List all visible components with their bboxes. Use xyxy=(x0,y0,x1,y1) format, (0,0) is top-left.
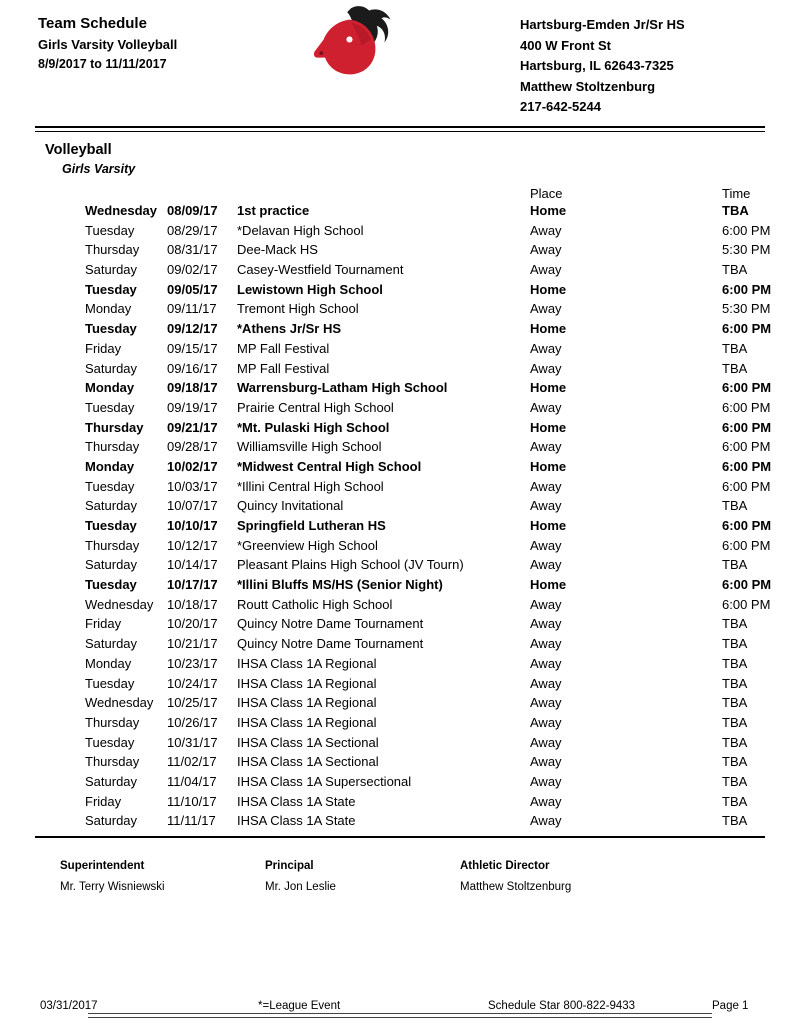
day-cell: Thursday xyxy=(85,419,144,435)
place-cell: Away xyxy=(530,655,562,671)
time-cell: TBA xyxy=(722,675,748,691)
place-cell: Away xyxy=(530,360,562,376)
place-cell: Away xyxy=(530,616,562,632)
time-cell: TBA xyxy=(722,754,748,770)
time-cell: 6:00 PM xyxy=(722,537,771,553)
day-cell: Monday xyxy=(85,380,135,396)
table-row xyxy=(0,614,800,634)
day-cell: Tuesday xyxy=(85,399,135,415)
place-cell: Away xyxy=(530,734,562,750)
date-cell: 09/15/17 xyxy=(167,340,218,356)
table-row xyxy=(0,752,800,772)
official-name: Mr. Terry Wisniewski xyxy=(60,881,165,893)
table-row xyxy=(0,674,800,694)
team-level-title: Girls Varsity xyxy=(62,162,136,176)
day-cell: Thursday xyxy=(85,439,140,455)
official-block xyxy=(265,860,460,893)
place-cell: Home xyxy=(530,577,567,593)
event-cell: Springfield Lutheran HS xyxy=(237,518,386,533)
time-cell: TBA xyxy=(722,203,749,218)
header-divider xyxy=(35,126,765,132)
day-cell: Friday xyxy=(85,616,122,632)
table-row xyxy=(0,634,800,654)
time-cell: 6:00 PM xyxy=(722,399,771,415)
event-cell: IHSA Class 1A Supersectional xyxy=(237,773,412,789)
team-subtitle: Girls Varsity Volleyball xyxy=(38,37,178,52)
date-cell: 11/04/17 xyxy=(167,773,217,789)
place-cell: Away xyxy=(530,262,562,278)
time-cell: TBA xyxy=(722,793,748,809)
event-cell: *Mt. Pulaski High School xyxy=(237,419,390,435)
date-column-header xyxy=(167,187,237,201)
time-cell: TBA xyxy=(722,360,748,376)
official-block xyxy=(460,860,800,893)
date-cell: 10/20/17 xyxy=(167,616,218,632)
day-cell: Wednesday xyxy=(85,695,154,711)
time-cell: TBA xyxy=(722,557,748,573)
document-header xyxy=(0,0,800,126)
table-row xyxy=(0,595,800,615)
time-cell: TBA xyxy=(722,262,748,278)
table-row xyxy=(0,339,800,359)
day-cell: Saturday xyxy=(85,813,138,829)
event-cell: Quincy Notre Dame Tournament xyxy=(237,616,424,632)
day-cell: Monday xyxy=(85,458,135,474)
official-block xyxy=(60,860,265,893)
schedule-star-credit: Schedule Star 800-822-9433 xyxy=(488,1000,636,1012)
table-row xyxy=(0,260,800,280)
table-row xyxy=(0,792,800,812)
event-cell: IHSA Class 1A Regional xyxy=(237,655,377,671)
place-cell: Away xyxy=(530,636,562,652)
table-row xyxy=(0,378,800,398)
table-row xyxy=(0,437,800,457)
time-cell: 6:00 PM xyxy=(722,281,772,297)
table-footer-divider xyxy=(35,836,765,838)
place-cell: Away xyxy=(530,813,562,829)
page-number: Page 1 xyxy=(712,1000,749,1012)
day-cell: Saturday xyxy=(85,262,138,278)
time-cell: TBA xyxy=(722,655,748,671)
place-cell: Home xyxy=(530,518,567,533)
event-cell: Lewistown High School xyxy=(237,281,383,297)
date-cell: 11/02/17 xyxy=(167,754,217,770)
place-column-header: Place xyxy=(530,187,563,201)
event-cell: IHSA Class 1A Regional xyxy=(237,714,377,730)
place-cell: Home xyxy=(530,380,567,396)
day-cell: Thursday xyxy=(85,714,140,730)
event-cell: *Midwest Central High School xyxy=(237,458,422,474)
event-cell: IHSA Class 1A Sectional xyxy=(237,734,379,750)
table-row xyxy=(0,733,800,753)
day-cell: Saturday xyxy=(85,636,138,652)
time-cell: TBA xyxy=(722,773,748,789)
place-cell: Away xyxy=(530,714,562,730)
day-cell: Tuesday xyxy=(85,478,135,494)
place-cell: Home xyxy=(530,419,567,435)
table-row xyxy=(0,654,800,674)
date-cell: 09/12/17 xyxy=(167,321,218,337)
event-cell: *Illini Bluffs MS/HS (Senior Night) xyxy=(237,577,443,593)
time-cell: 6:00 PM xyxy=(722,439,771,455)
place-cell: Home xyxy=(530,321,567,337)
table-row xyxy=(0,536,800,556)
time-cell: 6:00 PM xyxy=(722,222,771,238)
place-cell: Home xyxy=(530,458,567,474)
time-cell: TBA xyxy=(722,734,748,750)
event-cell: Prairie Central High School xyxy=(237,399,394,415)
place-cell: Home xyxy=(530,203,567,218)
official-name: Matthew Stoltzenburg xyxy=(460,881,572,893)
table-row xyxy=(0,693,800,713)
date-cell: 09/11/17 xyxy=(167,301,217,317)
day-cell: Tuesday xyxy=(85,281,137,297)
event-cell: IHSA Class 1A Regional xyxy=(237,695,377,711)
table-row xyxy=(0,496,800,516)
day-cell: Friday xyxy=(85,793,122,809)
table-row xyxy=(0,575,800,595)
table-row xyxy=(0,555,800,575)
day-cell: Saturday xyxy=(85,557,138,573)
table-row xyxy=(0,398,800,418)
league-event-legend: *=League Event xyxy=(258,1000,341,1012)
bottom-divider xyxy=(88,1013,712,1018)
date-cell: 09/18/17 xyxy=(167,380,218,396)
place-cell: Away xyxy=(530,222,562,238)
date-cell: 10/07/17 xyxy=(167,498,218,514)
table-row xyxy=(0,221,800,241)
school-phone: 217-642-5244 xyxy=(520,99,601,114)
date-cell: 10/14/17 xyxy=(167,557,218,573)
day-cell: Tuesday xyxy=(85,577,137,593)
event-cell: Pleasant Plains High School (JV Tourn) xyxy=(237,557,464,573)
official-title: Principal xyxy=(265,860,314,872)
event-cell: IHSA Class 1A Sectional xyxy=(237,754,379,770)
event-cell: Casey-Westfield Tournament xyxy=(237,262,404,278)
time-cell: TBA xyxy=(722,498,748,514)
date-cell: 10/21/17 xyxy=(167,636,218,652)
school-contact-name: Matthew Stoltzenburg xyxy=(520,78,656,94)
day-cell: Friday xyxy=(85,340,122,356)
event-cell: *Illini Central High School xyxy=(237,478,384,494)
event-cell: 1st practice xyxy=(237,203,310,218)
place-cell: Away xyxy=(530,242,562,258)
date-cell: 10/31/17 xyxy=(167,734,218,750)
day-cell: Monday xyxy=(85,301,132,317)
time-cell: 6:00 PM xyxy=(722,380,772,396)
date-cell: 10/26/17 xyxy=(167,714,218,730)
table-row xyxy=(0,477,800,497)
place-cell: Home xyxy=(530,281,567,297)
school-address-line2: Hartsburg, IL 62643-7325 xyxy=(520,58,674,73)
time-cell: 6:00 PM xyxy=(722,577,772,593)
time-cell: 6:00 PM xyxy=(722,596,771,612)
event-cell: Quincy Notre Dame Tournament xyxy=(237,636,424,652)
table-row xyxy=(0,240,800,260)
school-address-line1: 400 W Front St xyxy=(520,37,612,53)
date-cell: 10/12/17 xyxy=(167,537,218,553)
day-cell: Saturday xyxy=(85,498,138,514)
day-cell: Tuesday xyxy=(85,222,135,238)
place-cell: Away xyxy=(530,340,562,356)
date-cell: 10/18/17 xyxy=(167,596,218,612)
time-cell: 6:00 PM xyxy=(722,321,772,337)
time-cell: 5:30 PM xyxy=(722,301,771,317)
official-name: Mr. Jon Leslie xyxy=(265,881,336,893)
date-cell: 11/10/17 xyxy=(167,793,217,809)
official-title: Superintendent xyxy=(60,860,145,872)
schedule-rows xyxy=(0,201,800,831)
day-cell: Wednesday xyxy=(85,596,154,612)
table-row xyxy=(0,359,800,379)
date-cell: 08/09/17 xyxy=(167,203,218,218)
event-cell: Tremont High School xyxy=(237,301,359,317)
event-cell: MP Fall Festival xyxy=(237,360,330,376)
place-cell: Away xyxy=(530,439,562,455)
place-cell: Away xyxy=(530,773,562,789)
date-cell: 09/28/17 xyxy=(167,439,218,455)
sport-title: Volleyball xyxy=(45,142,112,158)
place-cell: Away xyxy=(530,537,562,553)
time-column-header: Time xyxy=(722,187,751,201)
table-row xyxy=(0,811,800,831)
time-cell: TBA xyxy=(722,636,748,652)
time-cell: 6:00 PM xyxy=(722,518,772,533)
time-cell: 6:00 PM xyxy=(722,478,771,494)
date-cell: 09/19/17 xyxy=(167,399,218,415)
place-cell: Away xyxy=(530,301,562,317)
day-cell: Saturday xyxy=(85,360,138,376)
officials-section xyxy=(0,860,800,893)
time-cell: TBA xyxy=(722,340,748,356)
event-column-header xyxy=(237,187,530,201)
table-row xyxy=(0,299,800,319)
event-cell: MP Fall Festival xyxy=(237,340,330,356)
date-cell: 09/16/17 xyxy=(167,360,218,376)
date-cell: 10/23/17 xyxy=(167,655,218,671)
event-cell: *Delavan High School xyxy=(237,222,364,238)
table-header-row xyxy=(0,187,800,201)
place-cell: Away xyxy=(530,675,562,691)
event-cell: Williamsville High School xyxy=(237,439,382,455)
school-mascot-logo xyxy=(305,6,397,82)
event-cell: IHSA Class 1A Regional xyxy=(237,675,377,691)
table-row xyxy=(0,516,800,536)
event-cell: *Athens Jr/Sr HS xyxy=(237,321,342,337)
table-row xyxy=(0,319,800,339)
day-cell: Wednesday xyxy=(85,203,158,218)
schedule-title-block xyxy=(38,15,177,71)
time-cell: TBA xyxy=(722,714,748,730)
day-cell: Tuesday xyxy=(85,675,135,691)
date-cell: 09/05/17 xyxy=(167,281,218,297)
event-cell: Warrensburg-Latham High School xyxy=(237,380,448,396)
place-cell: Away xyxy=(530,793,562,809)
date-cell: 10/03/17 xyxy=(167,478,218,494)
print-date: 03/31/2017 xyxy=(40,1000,98,1012)
date-cell: 08/29/17 xyxy=(167,222,218,238)
schedule-table xyxy=(0,187,800,831)
place-cell: Away xyxy=(530,754,562,770)
date-cell: 10/02/17 xyxy=(167,458,218,474)
table-row xyxy=(0,457,800,477)
day-column-header xyxy=(85,187,167,201)
table-row xyxy=(0,201,800,221)
date-cell: 10/24/17 xyxy=(167,675,218,691)
event-cell: Quincy Invitational xyxy=(237,498,344,514)
date-cell: 08/31/17 xyxy=(167,242,218,258)
time-cell: 5:30 PM xyxy=(722,242,771,258)
event-cell: *Greenview High School xyxy=(237,537,378,553)
time-cell: TBA xyxy=(722,695,748,711)
page-footer xyxy=(0,1000,800,1012)
school-info-block xyxy=(520,15,685,118)
day-cell: Tuesday xyxy=(85,518,137,533)
page-title: Team Schedule xyxy=(38,15,147,32)
table-row xyxy=(0,418,800,438)
table-row xyxy=(0,280,800,300)
place-cell: Away xyxy=(530,557,562,573)
day-cell: Thursday xyxy=(85,242,140,258)
day-cell: Thursday xyxy=(85,754,140,770)
event-cell: Dee-Mack HS xyxy=(237,242,318,258)
official-title: Athletic Director xyxy=(460,860,550,872)
event-cell: Routt Catholic High School xyxy=(237,596,393,612)
day-cell: Monday xyxy=(85,655,132,671)
stag-head-icon xyxy=(305,6,397,82)
time-cell: 6:00 PM xyxy=(722,458,772,474)
date-cell: 11/11/17 xyxy=(167,813,216,829)
day-cell: Thursday xyxy=(85,537,140,553)
place-cell: Away xyxy=(530,478,562,494)
day-cell: Tuesday xyxy=(85,734,135,750)
day-cell: Tuesday xyxy=(85,321,137,337)
table-row xyxy=(0,713,800,733)
date-cell: 10/17/17 xyxy=(167,577,218,593)
date-cell: 10/25/17 xyxy=(167,695,218,711)
time-cell: TBA xyxy=(722,616,748,632)
event-cell: IHSA Class 1A State xyxy=(237,813,356,829)
date-cell: 09/02/17 xyxy=(167,262,218,278)
place-cell: Away xyxy=(530,399,562,415)
place-cell: Away xyxy=(530,498,562,514)
place-cell: Away xyxy=(530,695,562,711)
day-cell: Saturday xyxy=(85,773,138,789)
date-range: 8/9/2017 to 11/11/2017 xyxy=(38,57,167,71)
school-name: Hartsburg-Emden Jr/Sr HS xyxy=(520,17,685,32)
time-cell: 6:00 PM xyxy=(722,419,772,435)
event-cell: IHSA Class 1A State xyxy=(237,793,356,809)
time-cell: TBA xyxy=(722,813,748,829)
table-row xyxy=(0,772,800,792)
date-cell: 10/10/17 xyxy=(167,518,218,533)
place-cell: Away xyxy=(530,596,562,612)
date-cell: 09/21/17 xyxy=(167,419,218,435)
